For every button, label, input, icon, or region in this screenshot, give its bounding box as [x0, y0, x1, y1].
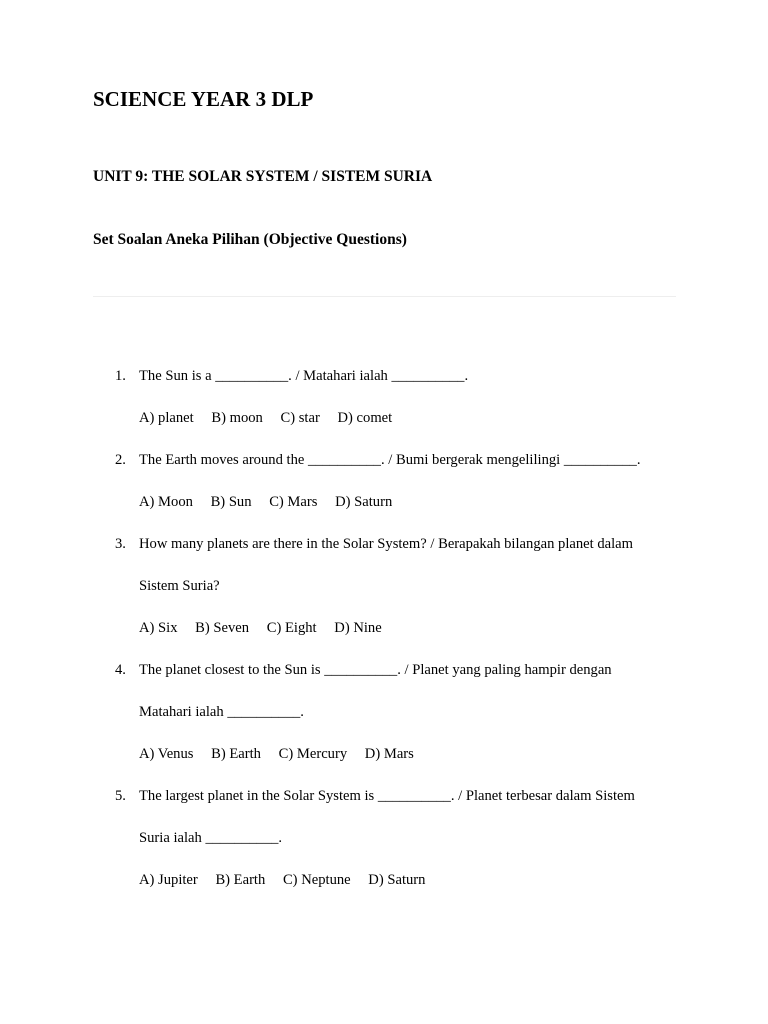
question-text-continued: Suria ialah __________. [139, 830, 283, 846]
unit-heading: UNIT 9: THE SOLAR SYSTEM / SISTEM SURIA [93, 168, 433, 185]
page-title: SCIENCE YEAR 3 DLP [93, 87, 314, 111]
option-d: D) comet [337, 410, 393, 426]
question-item [93, 775, 676, 901]
option-a: A) Moon [139, 494, 193, 510]
option-a: A) Jupiter [139, 872, 198, 888]
question-text-continued: Sistem Suria? [139, 578, 220, 594]
option-c: C) Eight [266, 620, 317, 636]
option-d: D) Mars [364, 746, 414, 762]
answer-options [139, 859, 676, 901]
option-d: D) Saturn [335, 494, 393, 510]
question-text: The Sun is a __________. / Matahari ialah __________. [139, 368, 469, 384]
option-b: B) Earth [211, 746, 261, 762]
question-text: The planet closest to the Sun is __________. / Planet yang paling hampir dengan [139, 662, 612, 678]
question-number: 4. [115, 662, 126, 678]
answer-options [139, 481, 676, 523]
question-item [93, 649, 676, 775]
answer-options [139, 397, 676, 439]
question-number: 3. [115, 536, 126, 552]
option-c: C) Mars [269, 494, 318, 510]
question-text: The Earth moves around the __________. / Bumi bergerak mengelilingi __________. [139, 452, 641, 468]
option-c: C) Neptune [282, 872, 351, 888]
option-b: B) Seven [195, 620, 250, 636]
question-text: How many planets are there in the Solar System? / Berapakah bilangan planet dalam [139, 536, 633, 552]
option-a: A) planet [139, 410, 194, 426]
question-text-continued: Matahari ialah __________. [139, 704, 304, 720]
option-c: C) Mercury [278, 746, 348, 762]
option-a: A) Six [139, 620, 178, 636]
question-item [93, 439, 676, 523]
question-text: The largest planet in the Solar System is __________. / Planet terbesar dalam Sistem [139, 788, 635, 804]
option-b: B) Sun [210, 494, 252, 510]
option-b: B) moon [211, 410, 263, 426]
divider [93, 296, 676, 297]
option-c: C) star [280, 410, 320, 426]
option-b: B) Earth [215, 872, 266, 888]
option-a: A) Venus [139, 746, 194, 762]
question-number: 5. [115, 788, 126, 804]
question-item [93, 523, 676, 649]
question-number: 2. [115, 452, 126, 468]
answer-options [139, 607, 676, 649]
answer-options [139, 733, 676, 775]
question-list [93, 355, 676, 901]
option-d: D) Nine [334, 620, 382, 636]
question-item [93, 355, 676, 439]
question-number: 1. [115, 368, 126, 384]
section-heading: Set Soalan Aneka Pilihan (Objective Questions) [93, 231, 407, 248]
option-d: D) Saturn [368, 872, 426, 888]
